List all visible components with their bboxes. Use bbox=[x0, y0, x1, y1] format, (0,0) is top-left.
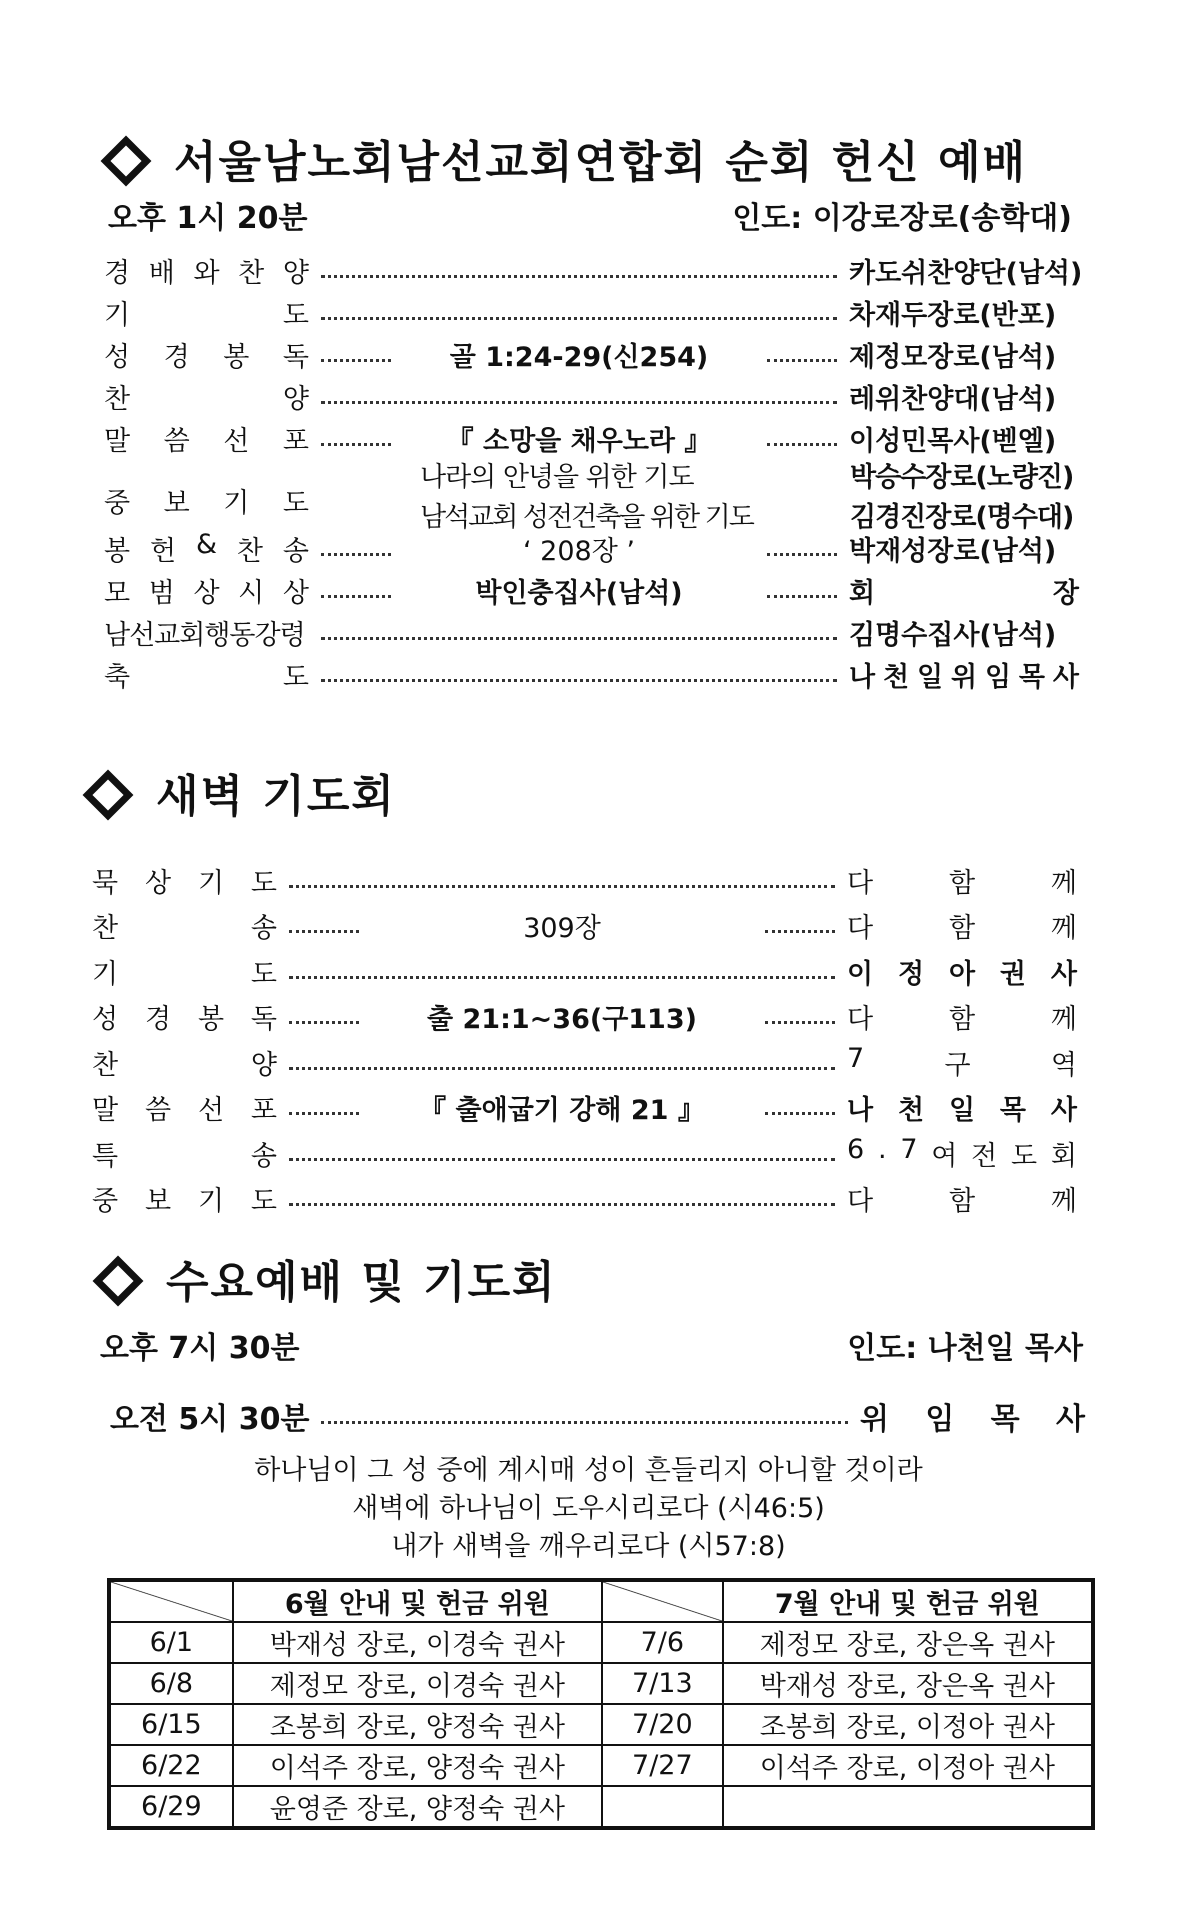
s1-row bbox=[104, 416, 1079, 460]
row-value: 제정모장로(남석) bbox=[849, 341, 1057, 373]
leader-dots bbox=[321, 317, 837, 320]
duty-row bbox=[109, 1704, 1093, 1745]
duty-names: 박재성 장로, 이경숙 권사 bbox=[233, 1622, 602, 1663]
duty-date: 7/20 bbox=[602, 1704, 723, 1745]
leader-dots bbox=[289, 885, 835, 888]
row-label: 중 보 기 도 bbox=[92, 1186, 277, 1217]
row-value: 다 함 께 bbox=[847, 1186, 1077, 1217]
row-label: 찬 송 bbox=[92, 913, 277, 944]
june-header: 6월 안내 및 헌금 위원 bbox=[233, 1580, 602, 1622]
duty-date: 6/22 bbox=[109, 1745, 233, 1786]
s1-row bbox=[104, 652, 1079, 696]
duty-date: 7/27 bbox=[602, 1745, 723, 1786]
duty-date: 6/1 bbox=[109, 1622, 233, 1663]
row-label: 남선교회행동강령 bbox=[104, 619, 305, 651]
leader-dots bbox=[289, 1112, 359, 1115]
s2-row bbox=[92, 949, 1077, 993]
s2-row bbox=[92, 995, 1077, 1039]
duty-row bbox=[109, 1745, 1093, 1786]
row-value: 다 함 께 bbox=[847, 867, 1077, 899]
duty-names: 이석주 장로, 양정숙 권사 bbox=[233, 1745, 602, 1786]
row-label: 경 배 와 찬 양 bbox=[104, 257, 309, 289]
s1-leader: 인도: 이강로장로(송학대) bbox=[732, 201, 1072, 236]
diamond-icon bbox=[83, 770, 134, 821]
row-value: 김명수집사(남석) bbox=[849, 619, 1057, 651]
s2-row bbox=[92, 858, 1077, 902]
leader-dots bbox=[289, 1203, 835, 1206]
leader-dots bbox=[321, 401, 837, 404]
s2-row bbox=[92, 1131, 1077, 1175]
row-value: 차재두장로(반포) bbox=[849, 299, 1057, 331]
leader-dots bbox=[767, 553, 837, 556]
section-title-1: 서울남노회남선교회연합회 순회 헌신 예배 bbox=[108, 126, 1027, 190]
diagonal-cell bbox=[109, 1580, 233, 1622]
leader-dots bbox=[765, 1112, 835, 1115]
row-label: 특 송 bbox=[92, 1140, 277, 1172]
row-label: 중 보 기 도 bbox=[104, 487, 309, 519]
dawn-time: 오전 5시 30분 bbox=[110, 1402, 310, 1437]
duty-names: 조봉희 장로, 이정아 권사 bbox=[723, 1704, 1093, 1745]
diamond-icon bbox=[93, 1256, 144, 1307]
row-content: 『 소망을 채우노라 』 bbox=[446, 425, 712, 457]
s2-row bbox=[92, 1086, 1077, 1130]
duty-date: 7/6 bbox=[602, 1622, 723, 1663]
intercession-topic-2: 남석교회 성전건축을 위한 기도 bbox=[420, 502, 753, 533]
s1-row bbox=[104, 526, 1079, 570]
leader-dots bbox=[321, 595, 391, 598]
row-label: 찬 양 bbox=[92, 1049, 277, 1081]
row-label: 성 경 봉 독 bbox=[92, 1004, 277, 1035]
verse-line-2: 새벽에 하나님이 도우시리로다 (시46:5) bbox=[352, 1493, 825, 1524]
row-value: 레위찬양대(남석) bbox=[849, 383, 1057, 415]
diamond-icon bbox=[101, 136, 152, 187]
duty-names: 박재성 장로, 장은옥 권사 bbox=[723, 1663, 1093, 1704]
s2-row bbox=[92, 904, 1077, 948]
leader-dots bbox=[321, 637, 837, 640]
evening-time: 오후 7시 30분 bbox=[100, 1331, 300, 1366]
duty-date: 6/29 bbox=[109, 1786, 233, 1828]
duty-names bbox=[723, 1786, 1093, 1828]
row-content: 『 출애굽기 강해 21 』 bbox=[419, 1095, 705, 1126]
duty-table bbox=[107, 1578, 1095, 1830]
leader-dots bbox=[321, 1421, 848, 1424]
row-content: ‘ 208장 ’ bbox=[523, 535, 635, 567]
duty-names: 조봉희 장로, 양정숙 권사 bbox=[233, 1704, 602, 1745]
s2-row bbox=[92, 1040, 1077, 1084]
row-content: 박인충집사(남석) bbox=[475, 577, 683, 609]
row-label: 성 경 봉 독 bbox=[104, 341, 309, 373]
duty-row bbox=[109, 1622, 1093, 1663]
dawn-row bbox=[110, 1394, 1085, 1438]
row-label: 말 씀 선 포 bbox=[92, 1095, 277, 1126]
s1-row bbox=[104, 568, 1079, 612]
row-label: 기 도 bbox=[104, 299, 309, 331]
duty-header-row bbox=[109, 1580, 1093, 1622]
leader-dots bbox=[767, 443, 837, 446]
row-value: 6 . 7 여 전 도 회 bbox=[847, 1133, 1077, 1172]
evening-leader: 인도: 나천일 목사 bbox=[847, 1331, 1083, 1366]
section-title-3: 수요예배 및 기도회 bbox=[100, 1246, 557, 1310]
leader-dots bbox=[321, 359, 391, 362]
leader-dots bbox=[289, 1158, 835, 1161]
row-value: 박재성장로(남석) bbox=[849, 535, 1057, 567]
s1-row bbox=[104, 610, 1079, 654]
leader-dots bbox=[765, 930, 835, 933]
leader-dots bbox=[765, 1021, 835, 1024]
row-label: 묵 상 기 도 bbox=[92, 867, 277, 899]
leader-dots bbox=[321, 275, 837, 278]
duty-date bbox=[602, 1786, 723, 1828]
duty-row bbox=[109, 1786, 1093, 1828]
s1-time: 오후 1시 20분 bbox=[108, 201, 308, 236]
duty-names: 이석주 장로, 이정아 권사 bbox=[723, 1745, 1093, 1786]
leader-dots bbox=[321, 679, 837, 682]
row-content: 309장 bbox=[523, 913, 601, 944]
intercession-leader-2: 김경진장로(명수대) bbox=[850, 502, 1074, 533]
row-label: 말 씀 선 포 bbox=[104, 425, 309, 457]
s1-row bbox=[104, 374, 1079, 418]
row-value: 나 천 일 위 임 목 사 bbox=[849, 661, 1079, 693]
row-value: 이성민목사(벧엘) bbox=[849, 425, 1057, 457]
section-title-2: 새벽 기도회 bbox=[90, 760, 396, 824]
leader-dots bbox=[289, 976, 835, 979]
row-content: 골 1:24-29(신254) bbox=[449, 341, 709, 373]
intercession-topic-1: 나라의 안녕을 위한 기도 bbox=[420, 462, 694, 493]
row-label: 기 도 bbox=[92, 958, 277, 990]
duty-date: 6/8 bbox=[109, 1663, 233, 1704]
row-label: 봉 헌 & 찬 송 bbox=[104, 528, 309, 567]
july-header: 7월 안내 및 헌금 위원 bbox=[723, 1580, 1093, 1622]
duty-names: 제정모 장로, 장은옥 권사 bbox=[723, 1622, 1093, 1663]
s1-row bbox=[104, 248, 1083, 292]
row-value: 이 정 아 권 사 bbox=[847, 958, 1077, 990]
leader-dots bbox=[321, 553, 391, 556]
leader-dots bbox=[289, 930, 359, 933]
dawn-leader: 위 임 목 사 bbox=[860, 1402, 1085, 1437]
diagonal-cell bbox=[602, 1580, 723, 1622]
duty-names: 제정모 장로, 이경숙 권사 bbox=[233, 1663, 602, 1704]
row-label: 모 범 상 시 상 bbox=[104, 577, 309, 609]
s1-row bbox=[104, 332, 1079, 376]
leader-dots bbox=[289, 1067, 835, 1070]
leader-dots bbox=[289, 1021, 359, 1024]
row-content: 출 21:1~36(구113) bbox=[427, 1004, 697, 1035]
row-value: 회 장 bbox=[849, 577, 1079, 609]
row-value: 나 천 일 목 사 bbox=[847, 1095, 1077, 1126]
s2-row bbox=[92, 1177, 1077, 1221]
row-label: 축 도 bbox=[104, 661, 309, 693]
duty-date: 6/15 bbox=[109, 1704, 233, 1745]
row-value: 다 함 께 bbox=[847, 913, 1077, 944]
row-value: 카도쉬찬양단(남석) bbox=[849, 257, 1083, 289]
duty-date: 7/13 bbox=[602, 1663, 723, 1704]
leader-dots bbox=[321, 443, 391, 446]
row-value: 7 구 역 bbox=[847, 1042, 1077, 1081]
leader-dots bbox=[767, 595, 837, 598]
s1-row bbox=[104, 290, 1079, 334]
row-label: 찬 양 bbox=[104, 383, 309, 415]
leader-dots bbox=[767, 359, 837, 362]
intercession-leader-1: 박승수장로(노량진) bbox=[850, 462, 1074, 493]
duty-row bbox=[109, 1663, 1093, 1704]
duty-names: 윤영준 장로, 양정숙 권사 bbox=[233, 1786, 602, 1828]
verse-line-3: 내가 새벽을 깨우리로다 (시57:8) bbox=[391, 1531, 786, 1562]
row-value: 다 함 께 bbox=[847, 1004, 1077, 1035]
verse-line-1: 하나님이 그 성 중에 계시매 성이 흔들리지 아니할 것이라 bbox=[254, 1455, 923, 1486]
